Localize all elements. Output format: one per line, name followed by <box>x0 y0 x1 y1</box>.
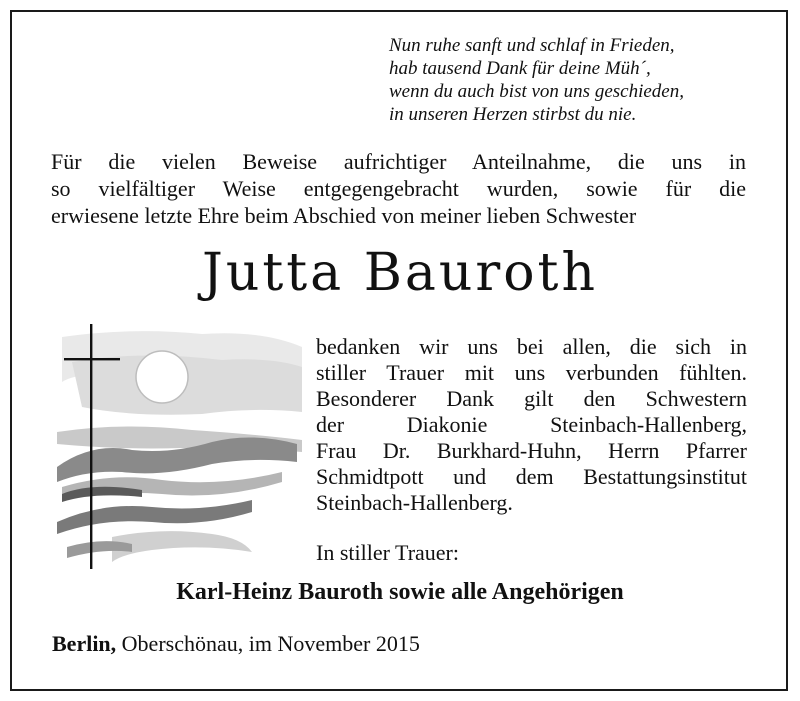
deceased-name: Jutta Bauroth <box>202 243 598 303</box>
closing-phrase: In stiller Trauer: <box>316 540 459 565</box>
poem <box>389 34 684 126</box>
intro-line: so vielfältiger Weise entgegengebracht wurden, sowie für die <box>51 176 746 201</box>
poem-line: Nun ruhe sanft und schlaf in Frieden, <box>389 35 675 56</box>
poem-line: wenn du auch bist von uns geschieden, <box>389 81 684 102</box>
thanks-paragraph <box>316 334 747 516</box>
thanks-line: Schmidtpott und dem Bestattungsinstitut <box>316 464 747 489</box>
place-city: Berlin, <box>52 631 117 656</box>
poem-line: hab tausend Dank für deine Müh´, <box>389 58 651 79</box>
place-date-text: Oberschönau, im November 2015 <box>116 631 420 656</box>
intro-paragraph <box>51 148 746 229</box>
intro-line: Für die vielen Beweise aufrichtiger Anteilnahme, die uns in <box>51 149 746 174</box>
thanks-line: Steinbach-Hallenberg. <box>316 490 513 515</box>
thanks-line: stiller Trauer mit uns verbunden fühlten. <box>316 360 747 385</box>
poem-line: in unseren Herzen stirbst du nie. <box>389 104 637 125</box>
signers: Karl-Heinz Bauroth sowie alle Angehörigen <box>176 579 624 605</box>
place-date <box>52 631 420 657</box>
thanks-line: Frau Dr. Burkhard-Huhn, Herrn Pfarrer <box>316 438 747 463</box>
intro-line: erwiesene letzte Ehre beim Abschied von meiner lieben Schwester <box>51 203 637 228</box>
thanks-line: Besonderer Dank gilt den Schwestern <box>316 386 747 411</box>
thanks-line: der Diakonie Steinbach-Hallenberg, <box>316 412 747 437</box>
thanks-line: bedanken wir uns bei allen, die sich in <box>316 334 747 359</box>
landscape-cross-illustration <box>52 322 308 574</box>
